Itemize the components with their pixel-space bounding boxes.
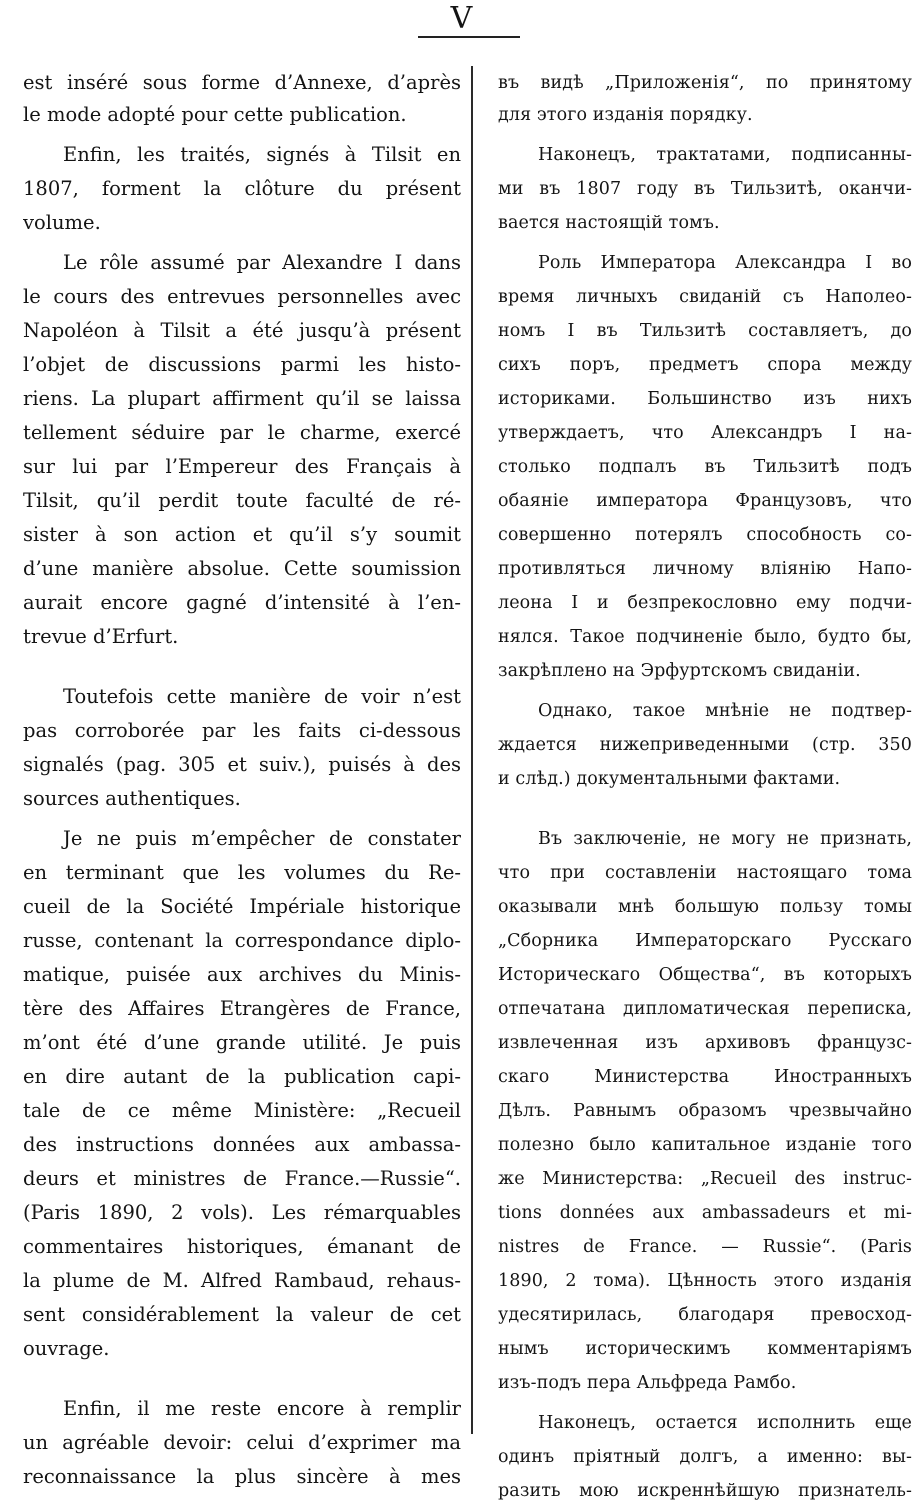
text-line: tale de ce même Ministère: „Recueil <box>23 1099 461 1122</box>
page-number: V <box>450 1 474 36</box>
text-line: утверждаетъ, что Александръ I на- <box>498 423 912 443</box>
text-line: нялся. Такое подчиненіе было, будто бы, <box>498 627 912 647</box>
text-line: volume. <box>23 211 101 234</box>
text-line: ми въ 1807 году въ Тильзитѣ, оканчи- <box>498 179 912 199</box>
text-line: отпечатана дипломатическая переписка, <box>498 999 912 1019</box>
text-line: полезно было капитальное изданіе того <box>498 1135 912 1155</box>
text-line: удесятирилась, благодаря превосход- <box>498 1305 912 1325</box>
text-line: одинъ пріятный долгъ, а именно: вы- <box>498 1447 912 1467</box>
text-line: sent considérablement la valeur de cet <box>23 1303 461 1326</box>
text-line: сихъ поръ, предметъ спора между <box>498 355 912 375</box>
text-line: Enfin, les traités, signés à Tilsit en <box>63 143 461 166</box>
text-line: commentaires historiques, émanant de <box>23 1235 461 1258</box>
text-line: совершенно потерялъ способность со- <box>498 525 912 545</box>
text-line: russe, contenant la correspondance diplo- <box>23 929 461 952</box>
text-line: cueil de la Société Impériale historique <box>23 895 461 918</box>
french-column <box>23 66 461 1488</box>
text-line: trevue d’Erfurt. <box>23 625 179 648</box>
text-line: matique, puisée aux archives du Minis- <box>23 963 461 986</box>
text-line: закрѣплено на Эрфуртскомъ свиданіи. <box>498 661 861 681</box>
text-line: вается настоящій томъ. <box>498 213 720 233</box>
text-line: и слѣд.) документальными фактами. <box>498 769 841 789</box>
text-line: d’une manière absolue. Cette soumission <box>23 557 461 580</box>
text-line: nistres de France. — Russie“. (Paris <box>498 1237 912 1257</box>
text-line: разить мою искреннѣйшую признатель- <box>498 1481 912 1501</box>
text-line: riens. La plupart affirment qu’il se laissa <box>23 387 461 410</box>
text-line: извлеченная изъ архивовъ французс- <box>498 1033 912 1053</box>
text-line: reconnaissance la plus sincère à mes <box>23 1465 461 1488</box>
text-line: tions données aux ambassadeurs et mi- <box>498 1203 912 1223</box>
text-line: Tilsit, qu’il perdit toute faculté de ré- <box>23 489 461 512</box>
text-line: 1890, 2 тома). Цѣнность этого изданія <box>498 1271 912 1291</box>
text-line: столько подпалъ въ Тильзитѣ подъ <box>498 457 912 477</box>
text-line: ouvrage. <box>23 1337 110 1360</box>
text-line: обаяніе императора Французовъ, что <box>498 491 912 511</box>
text-line: sister à son action et qu’il s’y soumit <box>23 523 461 546</box>
text-line: нымъ историческимъ комментаріямъ <box>498 1339 912 1359</box>
text-line: леона I и безпрекословно ему подчи- <box>498 593 912 613</box>
column-divider <box>471 66 473 1434</box>
text-line: l’objet de discussions parmi les histo- <box>23 353 461 376</box>
text-line: время личныхъ свиданій съ Наполео- <box>498 287 912 307</box>
text-line: изъ-подъ пера Альфреда Рамбо. <box>498 1373 797 1393</box>
text-line: Историческаго Общества“, въ которыхъ <box>498 965 912 985</box>
text-line: le cours des entrevues personnelles avec <box>23 285 461 308</box>
text-line: Napoléon à Tilsit a été jusqu’à présent <box>23 319 461 342</box>
text-line: (Paris 1890, 2 vols). Les rémarquables <box>23 1201 461 1224</box>
text-line: signalés (pag. 305 et suiv.), puisés à des <box>23 753 461 776</box>
russian-column <box>498 66 912 1501</box>
text-line: en dire autant de la publication capi- <box>23 1065 461 1088</box>
text-line: sur lui par l’Empereur des Français à <box>23 455 461 478</box>
text-line: Въ заключеніе, не могу не признать, <box>538 829 912 849</box>
text-line: для этого изданія порядку. <box>498 105 753 125</box>
text-line: историками. Большинство изъ нихъ <box>498 389 912 409</box>
text-line: Je ne puis m’empêcher de constater <box>63 827 461 850</box>
text-line: deurs et ministres de France.—Russie“. <box>23 1167 461 1190</box>
text-line: ждается нижеприведенными (стр. 350 <box>498 735 912 755</box>
text-line: tère des Affaires Etrangères de France, <box>23 997 461 1020</box>
text-line: m’ont été d’une grande utilité. Je puis <box>23 1031 461 1054</box>
text-line: la plume de M. Alfred Rambaud, rehaus- <box>23 1269 461 1292</box>
text-line: en terminant que les volumes du Re- <box>23 861 461 884</box>
text-line: est inséré sous forme d’Annexe, d’après <box>23 71 461 94</box>
header-rule <box>418 36 520 38</box>
text-line: Enfin, il me reste encore à remplir <box>63 1397 461 1420</box>
text-line: скаго Министерства Иностранныхъ <box>498 1067 912 1087</box>
text-line: Le rôle assumé par Alexandre I dans <box>63 251 461 274</box>
text-line: что при составленіи настоящаго тома <box>498 863 912 883</box>
text-line: sources authentiques. <box>23 787 241 810</box>
text-line: 1807, forment la clôture du présent <box>23 177 461 200</box>
text-line: Роль Императора Александра I во <box>538 253 912 273</box>
text-line: номъ I въ Тильзитѣ составляетъ, до <box>498 321 912 341</box>
text-line: Наконецъ, трактатами, подписанны- <box>538 145 912 165</box>
text-line: оказывали мнѣ большую пользу томы <box>498 897 912 917</box>
text-line: aurait encore gagné d’intensité à l’en- <box>23 591 461 614</box>
text-line: же Министерства: „Recueil des instruc- <box>498 1169 912 1189</box>
text-line: Наконецъ, остается исполнить еще <box>538 1413 912 1433</box>
text-line: tellement séduire par le charme, exercé <box>23 421 461 444</box>
text-line: le mode adopté pour cette publication. <box>23 103 407 126</box>
text-line: pas corroborée par les faits ci-dessous <box>23 719 461 742</box>
text-line: Toutefois cette manière de voir n’est <box>63 685 461 708</box>
text-line: Однако, такое мнѣніе не подтвер- <box>538 701 912 721</box>
text-line: противляться личному вліянію Напо- <box>498 559 912 579</box>
text-line: des instructions données aux ambassa- <box>23 1133 461 1156</box>
text-line: Дѣлъ. Равнымъ образомъ чрезвычайно <box>498 1101 912 1121</box>
text-line: un agréable devoir: celui d’exprimer ma <box>23 1431 461 1454</box>
text-line: „Сборника Императорскаго Русскаго <box>498 931 912 951</box>
text-line: въ видѣ „Приложенія“, по принятому <box>498 73 912 93</box>
